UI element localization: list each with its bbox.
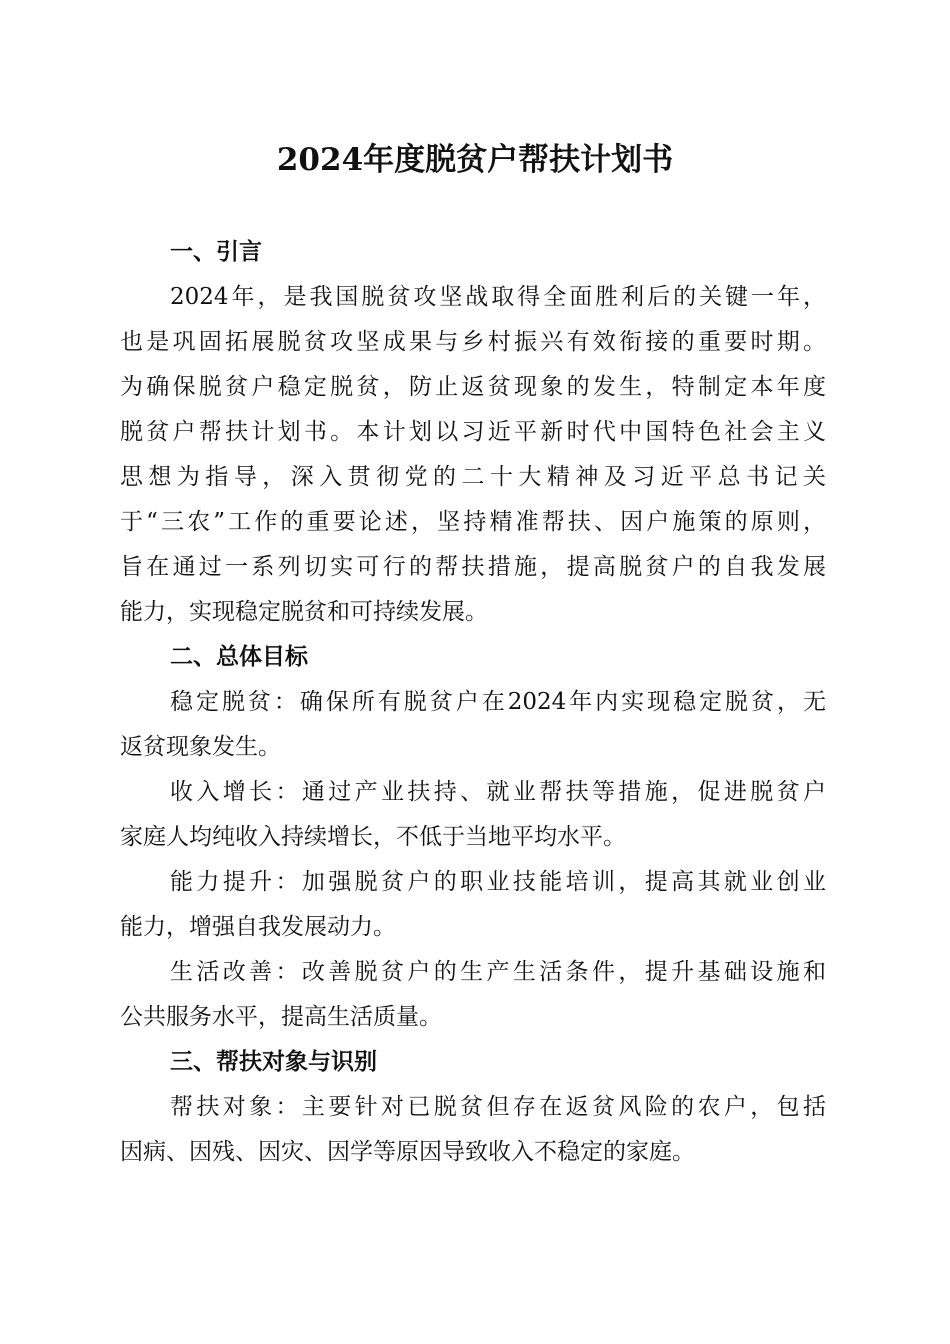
paragraph-line: 能力，实现稳定脱贫和可持续发展。 xyxy=(120,599,488,625)
document-body xyxy=(120,230,826,1175)
paragraph xyxy=(120,275,826,635)
paragraph-line: 能力提升：加强脱贫户的职业技能培训，提高其就业创业 xyxy=(170,869,826,895)
paragraph-line: 公共服务水平，提高生活质量。 xyxy=(120,1004,442,1030)
section-heading: 二、总体目标 xyxy=(170,644,308,670)
section-heading: 三、帮扶对象与识别 xyxy=(170,1049,377,1075)
paragraph-line: 为确保脱贫户稳定脱贫，防止返贫现象的发生，特制定本年度 xyxy=(120,374,826,400)
paragraph-line: 2024年，是我国脱贫攻坚战取得全面胜利后的关键一年， xyxy=(170,284,826,310)
paragraph-line: 生活改善：改善脱贫户的生产生活条件，提升基础设施和 xyxy=(170,959,826,985)
paragraph xyxy=(120,950,826,1040)
paragraph-line: 旨在通过一系列切实可行的帮扶措施，提高脱贫户的自我发展 xyxy=(120,554,826,580)
paragraph-line: 帮扶对象：主要针对已脱贫但存在返贫风险的农户，包括 xyxy=(170,1094,826,1120)
paragraph-line: 脱贫户帮扶计划书。本计划以习近平新时代中国特色社会主义 xyxy=(120,419,826,445)
paragraph xyxy=(120,770,826,860)
paragraph-line: 因病、因残、因灾、因学等原因导致收入不稳定的家庭。 xyxy=(120,1139,695,1165)
paragraph-line: 收入增长：通过产业扶持、就业帮扶等措施，促进脱贫户 xyxy=(170,779,826,805)
section-overall-goals xyxy=(120,635,826,1040)
document-title: 2024年度脱贫户帮扶计划书 xyxy=(276,142,674,178)
paragraph-line: 家庭人均纯收入持续增长，不低于当地平均水平。 xyxy=(120,824,626,850)
paragraph-line: 思想为指导，深入贯彻党的二十大精神及习近平总书记关 xyxy=(120,464,826,490)
paragraph xyxy=(120,860,826,950)
paragraph xyxy=(120,680,826,770)
paragraph-line: 能力，增强自我发展动力。 xyxy=(120,914,396,940)
paragraph xyxy=(120,1085,826,1175)
paragraph-line: 也是巩固拓展脱贫攻坚成果与乡村振兴有效衔接的重要时期。 xyxy=(120,329,826,355)
paragraph-line: 返贫现象发生。 xyxy=(120,734,281,760)
section-introduction xyxy=(120,230,826,635)
paragraph-line: 稳定脱贫：确保所有脱贫户在2024年内实现稳定脱贫，无 xyxy=(170,689,826,715)
section-heading: 一、引言 xyxy=(170,239,262,265)
paragraph-line: 于“三农”工作的重要论述，坚持精准帮扶、因户施策的原则， xyxy=(120,509,826,535)
section-targets-identification xyxy=(120,1040,826,1175)
